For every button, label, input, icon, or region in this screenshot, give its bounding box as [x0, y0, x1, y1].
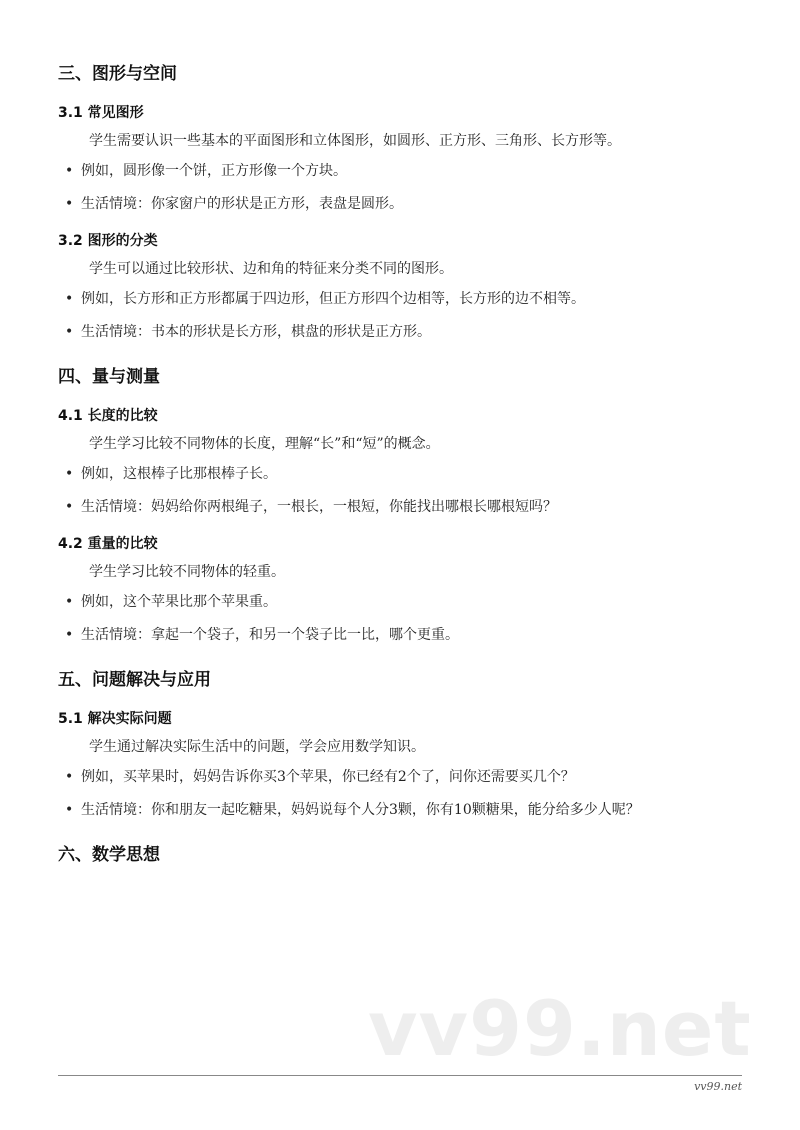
bullet-list	[58, 161, 748, 214]
paragraph: 学生通过解决实际生活中的问题，学会应用数学知识。	[89, 739, 425, 755]
list-item-text: 生活情境：拿起一个袋子，和另一个袋子比一比，哪个更重。	[81, 627, 459, 643]
subsection-heading: 3.2 图形的分类	[58, 233, 158, 249]
list-item	[58, 800, 748, 820]
list-item-text: 例如，买苹果时，妈妈告诉你买3个苹果，你已经有2个了，问你还需要买几个？	[81, 769, 575, 785]
list-item-text: 例如，长方形和正方形都属于四边形，但正方形四个边相等，长方形的边不相等。	[81, 291, 585, 307]
paragraph: 学生学习比较不同物体的长度，理解“长”和“短”的概念。	[89, 436, 440, 452]
subsection-heading: 4.2 重量的比较	[58, 536, 158, 552]
list-item-text: 生活情境：书本的形状是长方形，棋盘的形状是正方形。	[81, 324, 431, 340]
subsection-heading: 4.1 长度的比较	[58, 408, 158, 424]
section-math-thinking	[58, 843, 748, 867]
section-heading: 六、数学思想	[58, 845, 160, 865]
list-item	[58, 289, 748, 309]
bullet-icon: •	[65, 627, 74, 643]
subsection-length-comparison	[58, 406, 748, 517]
paragraph: 学生学习比较不同物体的轻重。	[89, 564, 285, 580]
footer-divider	[58, 1075, 742, 1076]
bullet-icon: •	[65, 594, 74, 610]
section-problem-solving	[58, 668, 748, 820]
list-item	[58, 161, 748, 181]
section-heading: 五、问题解决与应用	[58, 670, 211, 690]
list-item-text: 生活情境：你家窗户的形状是正方形，表盘是圆形。	[81, 196, 403, 212]
subsection-heading: 5.1 解决实际问题	[58, 711, 172, 727]
section-heading: 三、图形与空间	[58, 64, 177, 84]
bullet-icon: •	[65, 802, 74, 818]
bullet-list	[58, 289, 748, 342]
list-item-text: 例如，这根棒子比那根棒子长。	[81, 466, 277, 482]
section-measurement	[58, 365, 748, 645]
bullet-icon: •	[65, 769, 74, 785]
bullet-icon: •	[65, 196, 74, 212]
paragraph: 学生可以通过比较形状、边和角的特征来分类不同的图形。	[89, 261, 453, 277]
watermark: vv99.net	[368, 984, 752, 1073]
section-heading: 四、量与测量	[58, 367, 160, 387]
list-item-text: 生活情境：你和朋友一起吃糖果，妈妈说每个人分3颗，你有10颗糖果，能分给多少人呢？	[81, 802, 640, 818]
bullet-icon: •	[65, 324, 74, 340]
bullet-icon: •	[65, 466, 74, 482]
list-item	[58, 592, 748, 612]
bullet-list	[58, 592, 748, 645]
list-item	[58, 767, 748, 787]
subsection-weight-comparison	[58, 534, 748, 645]
section-shapes-space	[58, 62, 748, 342]
subsection-shape-classification	[58, 231, 748, 342]
subsection-heading: 3.1 常见图形	[58, 105, 144, 121]
bullet-icon: •	[65, 499, 74, 515]
list-item	[58, 194, 748, 214]
subsection-common-shapes	[58, 103, 748, 214]
footer-site: vv99.net	[694, 1080, 742, 1093]
subsection-practical-problems	[58, 709, 748, 820]
bullet-list	[58, 464, 748, 517]
bullet-icon: •	[65, 291, 74, 307]
bullet-icon: •	[65, 163, 74, 179]
list-item	[58, 464, 748, 484]
list-item-text: 例如，这个苹果比那个苹果重。	[81, 594, 277, 610]
list-item	[58, 497, 748, 517]
document-body	[58, 62, 748, 890]
list-item	[58, 322, 748, 342]
list-item-text: 生活情境：妈妈给你两根绳子，一根长，一根短，你能找出哪根长哪根短吗？	[81, 499, 557, 515]
paragraph: 学生需要认识一些基本的平面图形和立体图形，如圆形、正方形、三角形、长方形等。	[89, 133, 621, 149]
bullet-list	[58, 767, 748, 820]
list-item-text: 例如，圆形像一个饼，正方形像一个方块。	[81, 163, 347, 179]
list-item	[58, 625, 748, 645]
